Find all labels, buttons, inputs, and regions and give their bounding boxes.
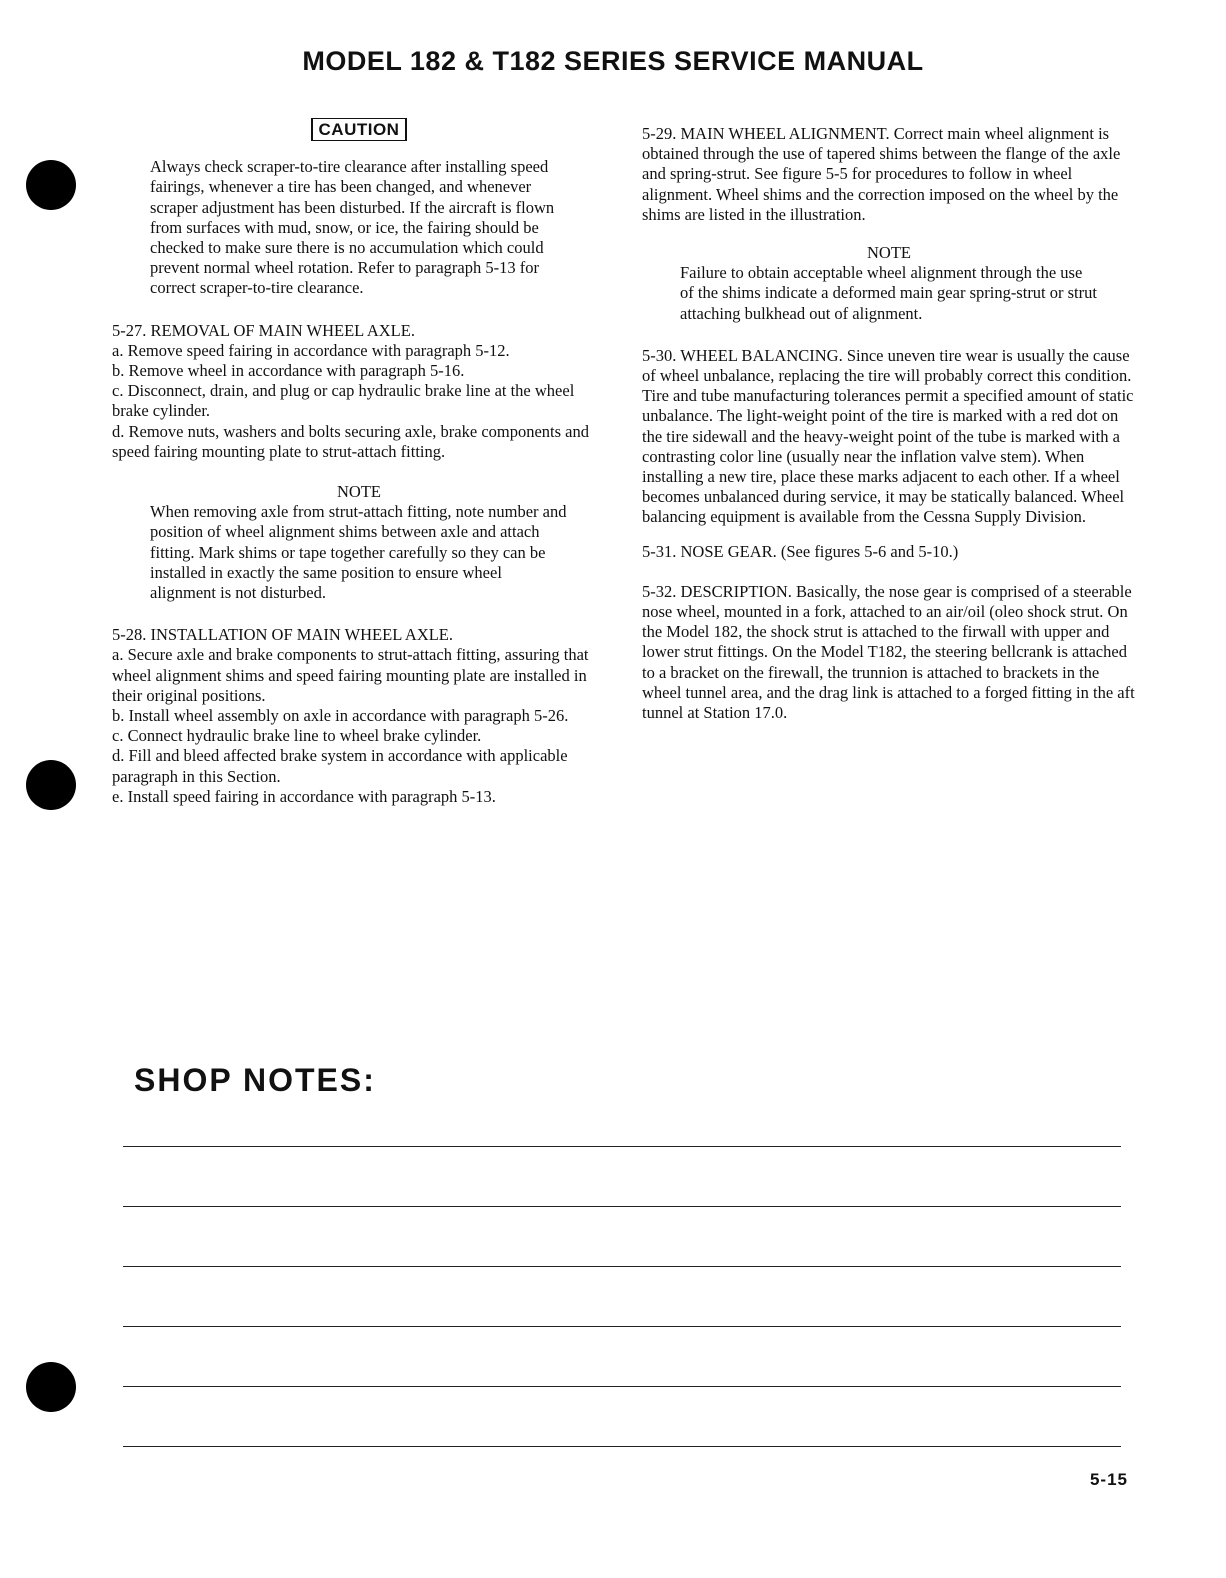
caution-label: CAUTION xyxy=(311,118,408,141)
section-5-27-step-c: c. Disconnect, drain, and plug or cap hydraulic brake line at the wheel brake cylinder. xyxy=(112,381,575,421)
note-text-left: When removing axle from strut-attach fitting, note number and position of wheel alignment shims between axle and attach fitting. Mark shims or tape together carefully so they can be installed in exactly the same position to ensure wheel alignment is not disturbed. xyxy=(150,502,567,603)
caution-text: Always check scraper-to-tire clearance after installing speed fairings, whenever a tire has been changed, and whenever scraper adjustment has been disturbed. If the aircraft is flown from surfaces with mud, snow, or ice, the fairing should be checked to make sure there is no accumulation which could prevent normal wheel rotation. Refer to paragraph 5-13 for correct scraper-to-tire clearance. xyxy=(150,157,555,298)
binder-hole-top xyxy=(26,160,76,210)
caution-header xyxy=(112,118,606,141)
section-5-27-title: 5-27. REMOVAL OF MAIN WHEEL AXLE. xyxy=(112,320,415,340)
shop-notes-heading: SHOP NOTES: xyxy=(134,1062,376,1098)
right-column xyxy=(642,118,1136,723)
note-text-right: Failure to obtain acceptable wheel alignment through the use of the shims indicate a deformed main gear spring-strut or strut attaching bulkhead out of alignment. xyxy=(680,263,1097,323)
section-5-29-text: 5-29. MAIN WHEEL ALIGNMENT. Correct main wheel alignment is obtained through the use of tapered shims between the flange of the axle and spring-strut. See figure 5-5 for procedures to follow in wheel alignment. Wheel shims and the correction imposed on the wheel by the shims are listed in the illustration. xyxy=(642,124,1121,224)
section-5-28-step-a: a. Secure axle and brake components to strut-attach fitting, assuring that wheel alignment shims and speed fairing mounting plate are installed in their original positions. xyxy=(112,645,589,705)
shop-notes-line-2 xyxy=(123,1206,1121,1207)
section-5-27-step-a: a. Remove speed fairing in accordance with paragraph 5-12. xyxy=(112,340,510,360)
section-5-28-step-c: c. Connect hydraulic brake line to wheel brake cylinder. xyxy=(112,726,482,746)
section-5-32-text: 5-32. DESCRIPTION. Basically, the nose gear is comprised of a steerable nose wheel, mounted in a fork, attached to an air/oil (oleo shock strut. On the Model 182, the shock strut is attached to the firwall with upper and lower strut fittings. On the Model T182, the steering bellcrank is attached to a bracket on the firewall, the trunnion is attached to brackets in the wheel tunnel area, and the drag link is attached to a forged fitting in the aft tunnel at Station 17.0. xyxy=(642,581,1135,723)
section-5-28-step-b: b. Install wheel assembly on axle in accordance with paragraph 5-26. xyxy=(112,706,569,726)
shop-notes-line-3 xyxy=(123,1266,1121,1267)
shop-notes-line-1 xyxy=(123,1146,1121,1147)
left-column xyxy=(112,118,606,807)
section-5-27-step-d: d. Remove nuts, washers and bolts securing axle, brake components and speed fairing mounting plate to strut-attach fitting. xyxy=(112,421,590,461)
shop-notes-line-4 xyxy=(123,1326,1121,1327)
section-5-27-step-b: b. Remove wheel in accordance with paragraph 5-16. xyxy=(112,361,465,381)
shop-notes-line-5 xyxy=(123,1386,1121,1387)
section-5-30-text: 5-30. WHEEL BALANCING. Since uneven tire wear is usually the cause of wheel unbalance, replacing the tire will probably correct this condition. Tire and tube manufacturing tolerances permit a specified amount of static unbalance. The light-weight point of the tire is marked with a red dot on the tire sidewall and the heavy-weight point of the tube is marked with a contrasting color line (usually near the inflation valve stem). When installing a new tire, place these marks adjacent to each other. If a wheel becomes unbalanced during service, it may be statically balanced. Wheel balancing equipment is available from the Cessna Supply Division. xyxy=(642,345,1134,527)
page-title: MODEL 182 & T182 SERIES SERVICE MANUAL xyxy=(302,46,924,76)
section-5-28-step-d: d. Fill and bleed affected brake system in accordance with applicable paragraph in this Section. xyxy=(112,746,568,786)
note-label-right: NOTE xyxy=(867,243,911,263)
page-number: 5-15 xyxy=(1089,1470,1128,1489)
note-label-left: NOTE xyxy=(337,482,381,502)
shop-notes-line-6 xyxy=(123,1446,1121,1447)
section-5-31-text: 5-31. NOSE GEAR. (See figures 5-6 and 5-10.) xyxy=(642,541,959,561)
section-5-28-step-e: e. Install speed fairing in accordance with paragraph 5-13. xyxy=(112,786,496,806)
section-5-28-title: 5-28. INSTALLATION OF MAIN WHEEL AXLE. xyxy=(112,625,454,645)
binder-hole-middle xyxy=(26,760,76,810)
binder-hole-bottom xyxy=(26,1362,76,1412)
